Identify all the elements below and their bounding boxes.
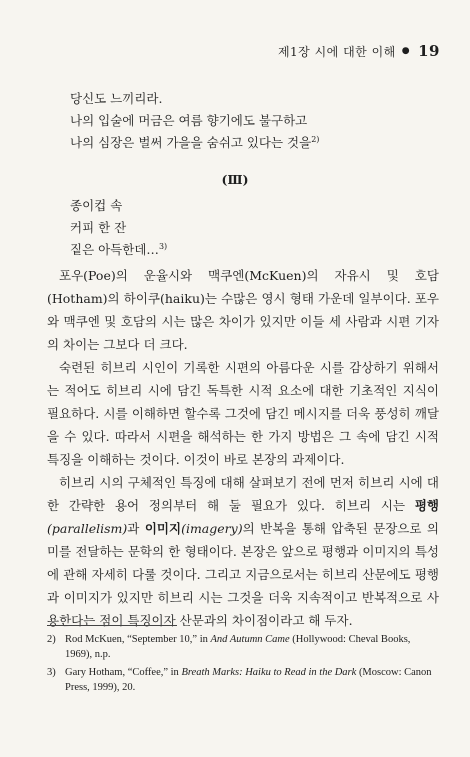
paragraph: 히브리 시의 구체적인 특징에 대해 살펴보기 전에 먼저 히브리 시에 대한 간략한 용어 정의부터 해 둘 필요가 있다. 히브리 시는 평행(parallelism)과 이미지(imagery)의 반복을 통해 압축된 문장으로 의미를 전달하는 문학의 한 형태이다. 본장은 앞으로 평행과 이미지의 특성에 관해 자세히 다룰 것이다. 그리고 지금으로서는 히브리 산문에도 평행과 이미지가 있지만 히브리 시는 그것을 더욱 지속적이고 반복적으로 사용한다는 점이 특징이자 산문과의 차이점이라고 해 두자. [47,475,439,628]
footnote-ref: 3) [158,241,168,251]
poem-line: 종이컵 속 [70,198,123,213]
poem-line: 커피 한 잔 [70,220,127,235]
poem-line: 나의 심장은 벌써 가을을 숨쉬고 있다는 것을$^{2)}$ [70,134,320,150]
poem-line: 나의 입술에 머금은 여름 향기에도 불구하고 [70,113,308,128]
running-header [278,42,440,60]
footnote: 3) Gary Hotham, “Coffee,” in Breath Marks: Haiku to Read in the Dark (Moscow: Canon Press, 1999), 20. [47,667,432,693]
footnote-divider [47,625,177,626]
paragraph: 숙련된 히브리 시인이 기록한 시편의 아름다운 시를 감상하기 위해서는 적어도 히브리 시에 담긴 독특한 시적 요소에 대한 기초적인 지식이 필요하다. 시를 이해하면 할수록 그것에 담긴 메시지를 더욱 풍성히 깨달을 수 있다. 따라서 시편을 해석하는 한 가지 방법은 그 속에 담긴 시적 특징을 이해하는 것이다. 이것이 바로 본장의 과제이다. [47,360,439,467]
term-parallelism: 평행 [414,498,439,513]
paragraph: 포우(Poe)의 운율시와 맥쿠엔(McKuen)의 자유시 및 호담(Hotham)의 하이쿠(haiku)는 수많은 영시 형태 가운데 일부이다. 포우와 맥쿠엔 및 호담의 시는 많은 차이가 있지만 이들 세 사람과 시편 기자의 차이는 그보다 더 크다. [47,268,439,352]
footnotes [47,632,439,698]
poem-excerpt-2 [70,195,167,261]
body-text [47,264,439,632]
bullet-icon: ● [401,46,411,56]
term-imagery: 이미지 [144,521,182,536]
section-mark: (Ⅲ) [221,172,249,187]
poem-excerpt-1 [70,88,319,154]
footnote: 2) Rod McKuen, “September 10,” in And Autumn Came (Hollywood: Cheval Books, 1969), n.p. [47,634,411,660]
page-number: 19 [418,42,440,60]
poem-line: 짙은 아득한데…$^{3)}$ [70,241,168,257]
poem-line: 당신도 느끼리라. [70,91,163,106]
chapter-title: 제1장 시에 대한 이해 [277,44,396,59]
footnote-ref: 2) [311,134,320,144]
